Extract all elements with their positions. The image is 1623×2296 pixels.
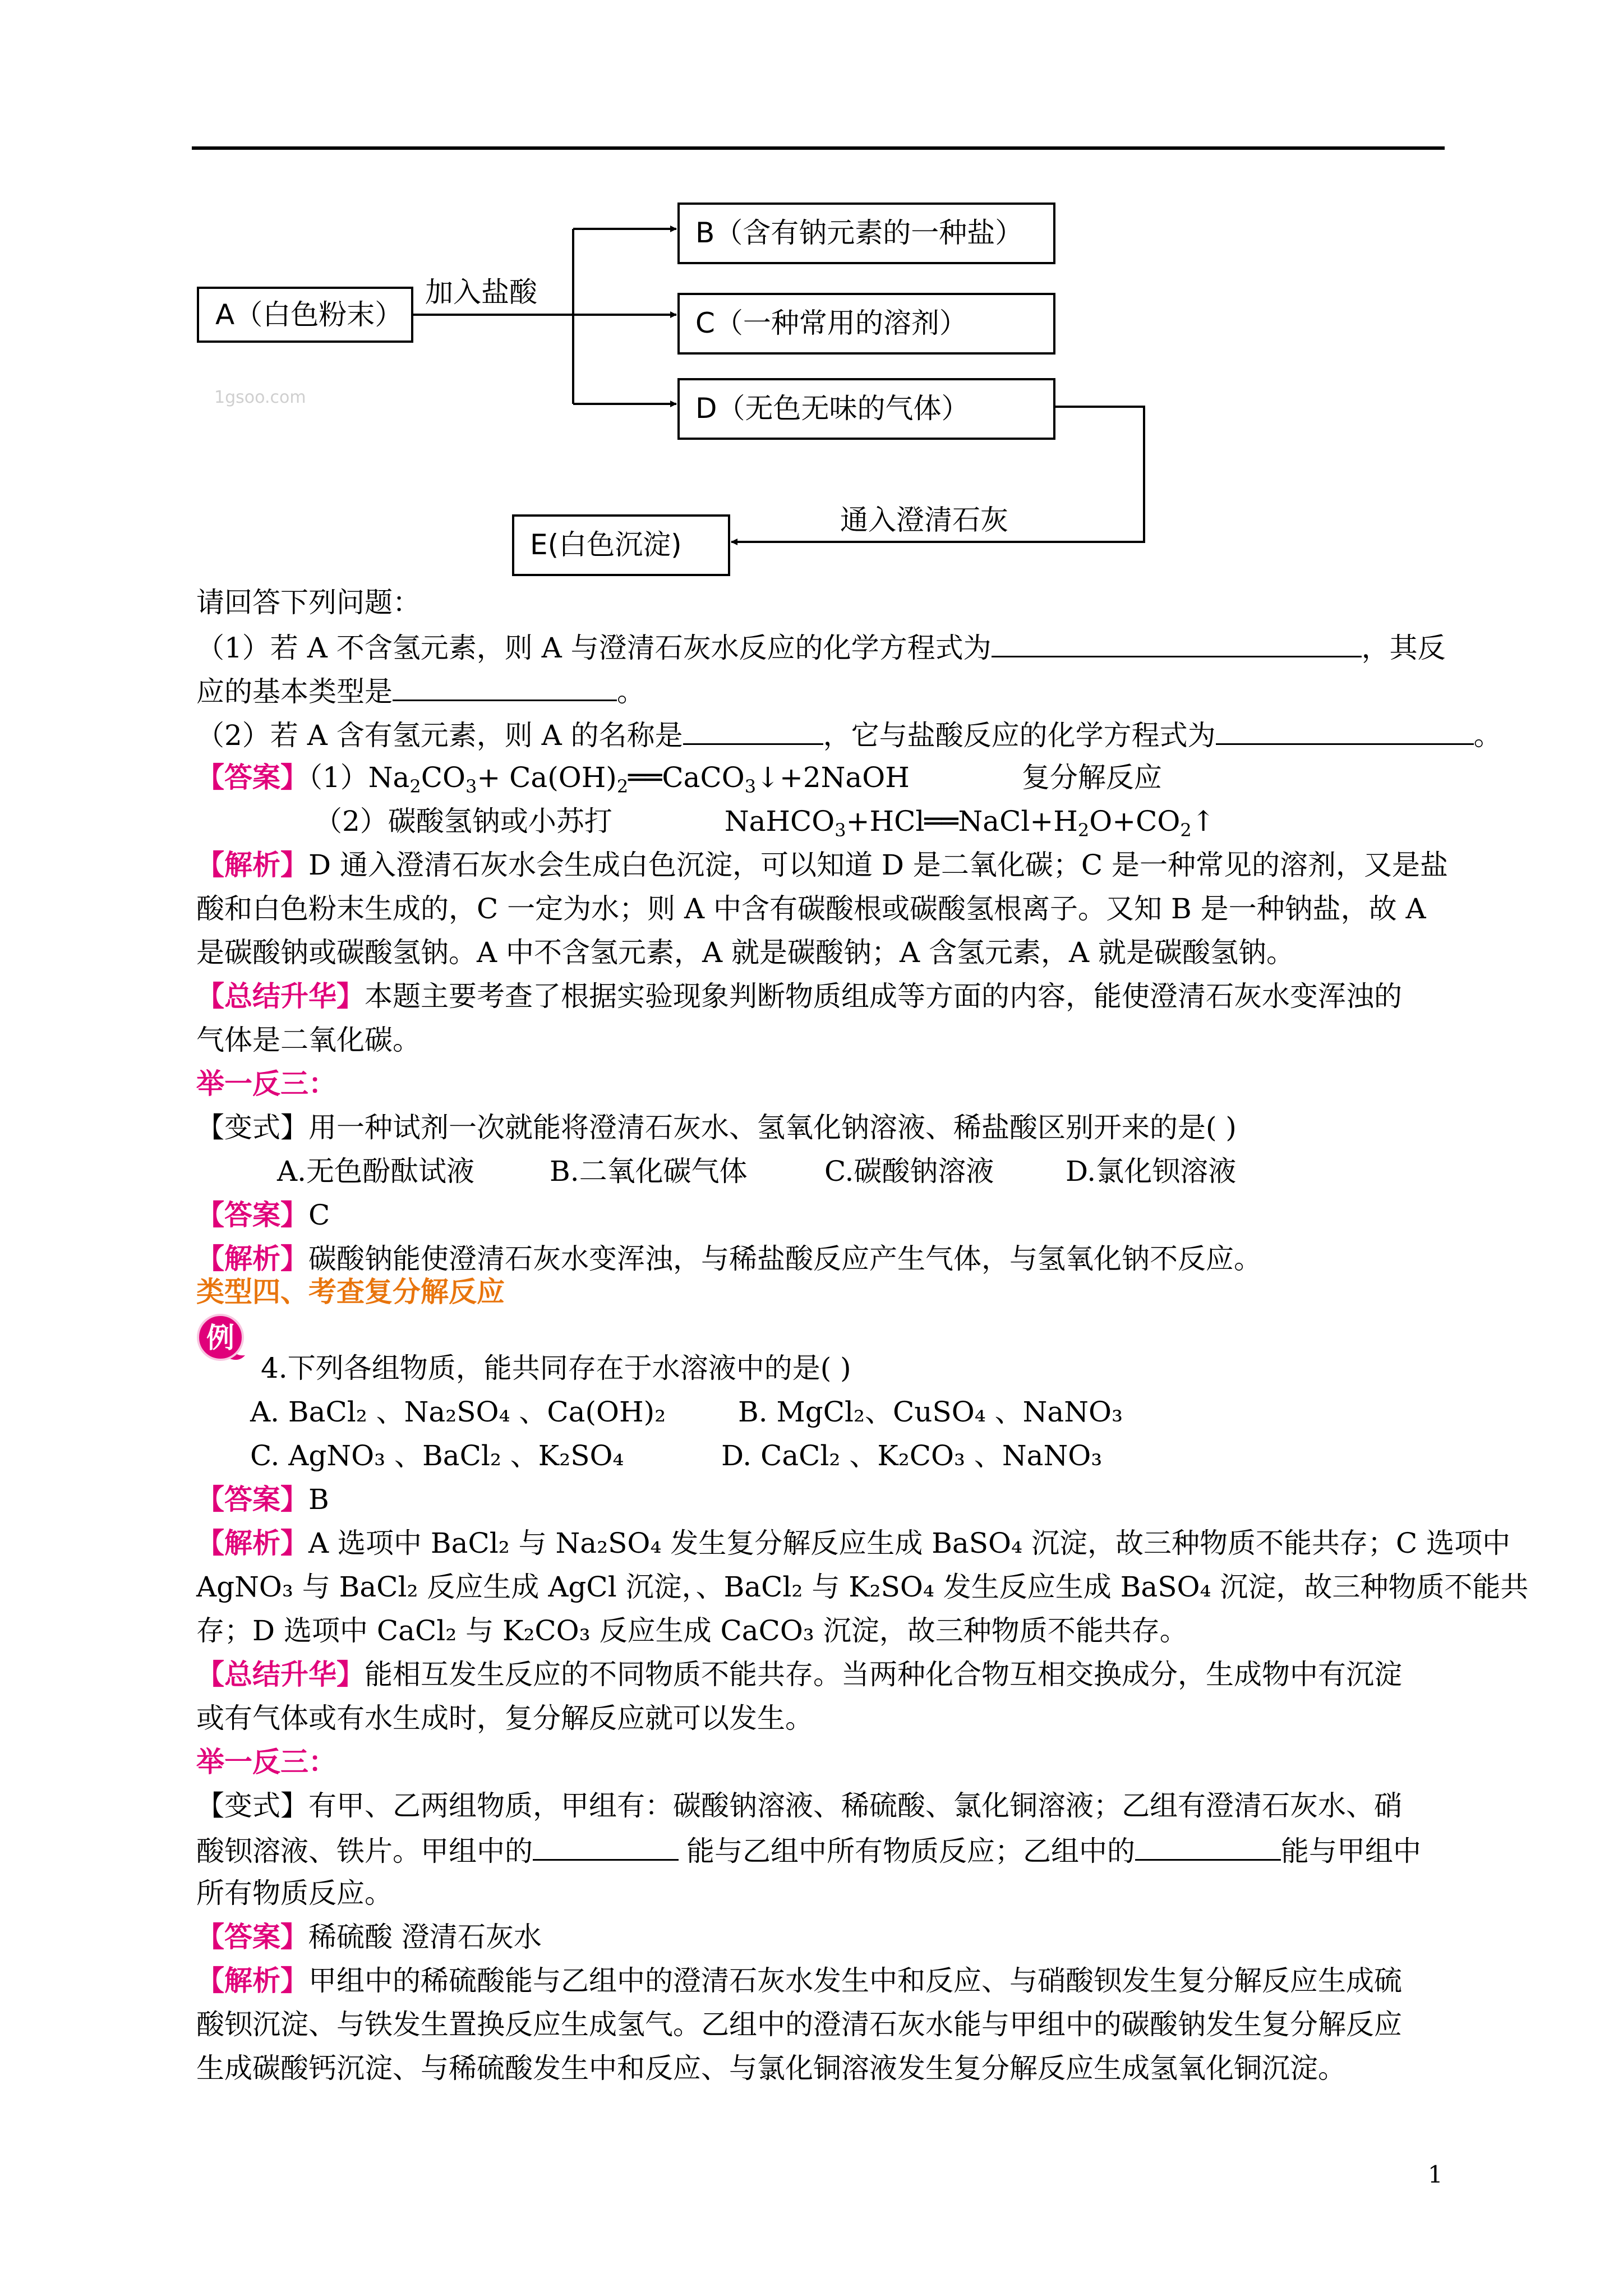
box-e-label: E(白色沉淀) xyxy=(530,528,682,561)
q1-prompt: 请回答下列问题： xyxy=(196,586,421,619)
option-b[interactable]: B.二氧化碳气体 xyxy=(550,1155,748,1188)
page-number: 1 xyxy=(1428,2161,1443,2188)
type4-analysis-l2: AgNO₃ 与 BaCl₂ 反应生成 AgCl 沉淀，、BaCl₂ 与 K₂SO₄ 发生反应生成 BaSO₄ 沉淀，故三种物质不能共 xyxy=(196,1571,1529,1603)
watermark-text: 1gsoo.com xyxy=(214,388,306,407)
type4-answer: 【答案】B xyxy=(196,1483,329,1516)
type4-summary-l2: 或有气体或有水生成时，复分解反应就可以发生。 xyxy=(196,1702,813,1734)
box-a xyxy=(198,288,412,342)
q1-analysis-l1: 【解析】D 通入澄清石灰水会生成白色沉淀，可以知道 D 是二氧化碳；C 是一种常见的溶剂，又是盐 xyxy=(196,848,1449,881)
q1-part1-line: （1）若 A 不含氢元素，则 A 与澄清石灰水反应的化学方程式为 ，其反 xyxy=(196,624,1446,670)
flow-diagram xyxy=(0,0,1623,583)
box-c xyxy=(679,294,1054,353)
variant2-l3: 所有物质反应。 xyxy=(196,1877,393,1910)
variant2-analysis-l3: 生成碳酸钙沉淀、与稀硫酸发生中和反应、与氯化铜溶液发生复分解反应生成氢氧化铜沉淀。 xyxy=(196,2052,1346,2085)
option-c[interactable]: C.碳酸钠溶液 xyxy=(824,1155,994,1188)
q1-part2-line: （2）若 A 含有氢元素，则 A 的名称是 ，它与盐酸反应的化学方程式为 。 xyxy=(196,712,1502,757)
option-d[interactable]: D.氯化钡溶液 xyxy=(1066,1155,1237,1188)
arrow-label-limewater: 通入澄清石灰 xyxy=(840,504,1008,536)
option-a[interactable]: A. BaCl₂ 、Na₂SO₄ 、Ca(OH)₂ xyxy=(250,1396,666,1428)
variant1-question: 【变式】用一种试剂一次就能将澄清石灰水、氢氧化钠溶液、稀盐酸区别开来的是( ) xyxy=(196,1111,1237,1144)
type4-analysis-l1: 【解析】A 选项中 BaCl₂ 与 Na₂SO₄ 发生复分解反应生成 BaSO₄ 沉淀，故三种物质不能共存；C 选项中 xyxy=(196,1526,1511,1559)
variant2-answer: 【答案】稀硫酸 澄清石灰水 xyxy=(196,1920,542,1953)
option-a[interactable]: A.无色酚酞试液 xyxy=(277,1155,475,1188)
blank-equation-1[interactable] xyxy=(992,624,1362,657)
q1-summary-l2: 气体是二氧化碳。 xyxy=(196,1024,421,1056)
type4-analysis-l3: 存；D 选项中 CaCl₂ 与 K₂CO₃ 反应生成 CaCO₃ 沉淀，故三种物质不能共存。 xyxy=(196,1614,1188,1647)
badge-label: 例 xyxy=(206,1322,234,1354)
type4-question: 4.下列各组物质，能共同存在于水溶液中的是( ) xyxy=(261,1352,851,1384)
example-badge xyxy=(193,1310,247,1364)
option-c[interactable]: C. AgNO₃ 、BaCl₂ 、K₂SO₄ xyxy=(250,1439,624,1472)
box-d-label: D（无色无味的气体） xyxy=(695,392,970,425)
blank-group-a[interactable] xyxy=(533,1828,679,1861)
box-a-label: A（白色粉末） xyxy=(215,298,403,331)
box-d xyxy=(679,379,1054,439)
blank-equation-2[interactable] xyxy=(1216,712,1474,745)
q1-analysis-l2: 酸和白色粉末生成的，C 一定为水；则 A 中含有碳酸根或碳酸氢根离子。又知 B 是一种钠盐，故 A xyxy=(196,892,1426,925)
blank-name[interactable] xyxy=(683,712,823,745)
variant2-analysis-l1: 【解析】甲组中的稀硫酸能与乙组中的澄清石灰水发生中和反应、与硝酸钡发生复分解反应生成硫 xyxy=(196,1964,1402,1997)
box-c-label: C（一种常用的溶剂） xyxy=(695,307,967,339)
variant1-answer: 【答案】C xyxy=(196,1198,330,1231)
variant2-analysis-l2: 酸钡沉淀、与铁发生置换反应生成氢气。乙组中的澄清石灰水能与甲组中的碳酸钠发生复分解反应 xyxy=(196,2008,1402,2041)
arrow-label-hcl: 加入盐酸 xyxy=(425,276,537,309)
variant1-analysis: 【解析】碳酸钠能使澄清石灰水变浑浊，与稀盐酸反应产生气体，与氢氧化钠不反应。 xyxy=(196,1242,1262,1275)
variant1-heading: 举一反三： xyxy=(196,1067,336,1100)
variant2-l1: 【变式】有甲、乙两组物质，甲组有：碳酸钠溶液、稀硫酸、氯化铜溶液；乙组有澄清石灰水、硝 xyxy=(196,1789,1402,1822)
option-b[interactable]: B. MgCl₂、CuSO₄ 、NaNO₃ xyxy=(738,1396,1123,1428)
q1-summary-l1: 【总结升华】本题主要考查了根据实验现象判断物质组成等方面的内容，能使澄清石灰水变浑浊的 xyxy=(196,979,1402,1013)
q1-answer-line1: 【答案】$(1)Na_2CO_3+$ $Ca(OH)_2══CaCO_3↓+2NaOH$ 复分解反应 xyxy=(196,761,1162,797)
q1-analysis-l3: 是碳酸钠或碳酸氢钠。A 中不含氢元素，A 就是碳酸钠；A 含氢元素，A 就是碳酸氢钠。 xyxy=(196,936,1295,969)
box-e xyxy=(513,516,729,575)
blank-reaction-type[interactable] xyxy=(393,668,617,701)
box-b xyxy=(679,204,1054,263)
option-d[interactable]: D. CaCl₂ 、K₂CO₃ 、NaNO₃ xyxy=(721,1439,1103,1472)
q1-part1-line2: 应的基本类型是 。 xyxy=(196,668,645,714)
blank-group-b[interactable] xyxy=(1135,1828,1281,1861)
box-b-label: B（含有钠元素的一种盐） xyxy=(695,217,1023,249)
variant2-heading: 举一反三： xyxy=(196,1745,336,1778)
type4-summary-l1: 【总结升华】能相互发生反应的不同物质不能共存。当两种化合物互相交换成分，生成物中有沉淀 xyxy=(196,1658,1402,1691)
type4-heading: 类型四、考查复分解反应 xyxy=(196,1275,505,1308)
variant2-l2: 酸钡溶液、铁片。甲组中的 能与乙组中所有物质反应；乙组中的 能与甲组中 xyxy=(196,1828,1421,1873)
q1-answer-line2: （2）碳酸氢钠或小苏打 $NaHCO_3+HCl══NaCl+H_2O+CO_2↑$ xyxy=(314,805,1215,841)
